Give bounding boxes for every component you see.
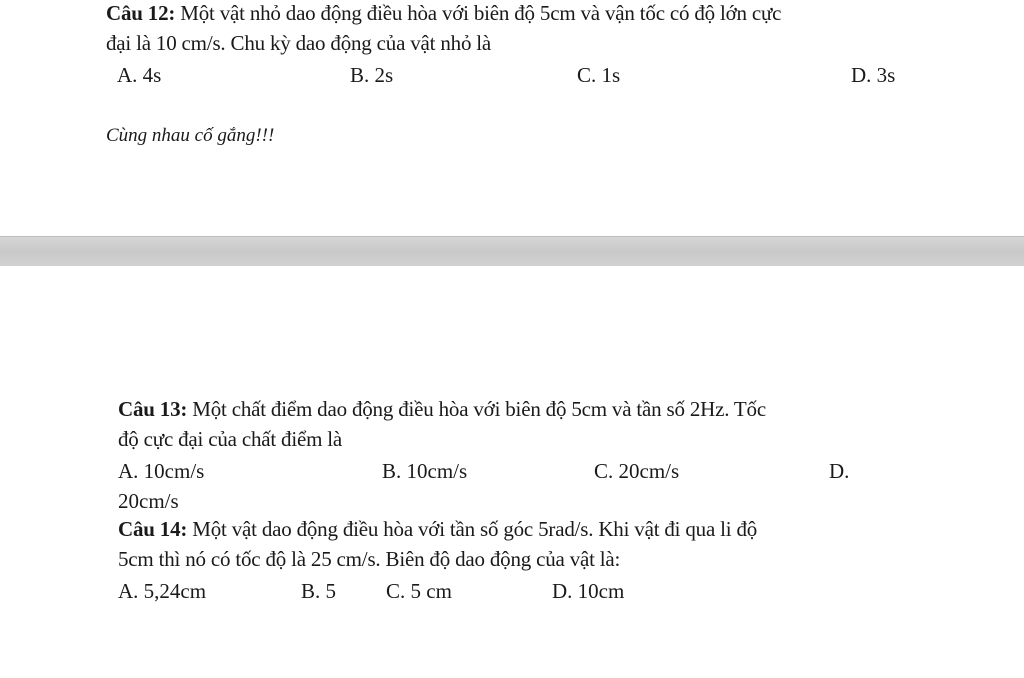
question-13-label: Câu 13: <box>118 397 188 421</box>
question-12-line-2: đại là 10 cm/s. Chu kỳ dao động của vật nhỏ là <box>106 31 492 55</box>
document-page-top <box>0 0 1024 236</box>
question-13-line-1 <box>118 394 766 424</box>
question-14-option-c: C. 5 cm <box>386 579 452 603</box>
question-12-option-d: D. 3s <box>851 63 896 87</box>
question-13-option-a: A. 10cm/s <box>118 459 205 483</box>
question-14-text-1: Một vật dao động điều hòa với tần số góc 5rad/s. Khi vật đi qua li độ <box>187 517 758 541</box>
question-13-option-d: D. <box>829 459 850 483</box>
question-13-option-c: C. 20cm/s <box>594 459 680 483</box>
question-12-option-b: B. 2s <box>350 63 394 87</box>
question-12-label: Câu 12: <box>106 1 176 25</box>
question-13-text-1: Một chất điểm dao động điều hòa với biên độ 5cm và tần số 2Hz. Tốc <box>187 397 766 421</box>
question-13-line-2: độ cực đại của chất điểm là <box>118 427 343 451</box>
question-14-label: Câu 14: <box>118 517 188 541</box>
question-12-option-a: A. 4s <box>117 63 162 87</box>
question-14-option-a: A. 5,24cm <box>118 579 207 603</box>
question-14-option-d: D. 10cm <box>552 579 625 603</box>
question-14-line-2: 5cm thì nó có tốc độ là 25 cm/s. Biên độ dao động của vật là: <box>118 547 621 571</box>
question-12-line-1 <box>106 0 781 28</box>
question-14-line-1 <box>118 514 757 544</box>
question-13-option-b: B. 10cm/s <box>382 459 468 483</box>
question-12-text-1: Một vật nhỏ dao động điều hòa với biên độ 5cm và vận tốc có độ lớn cực <box>175 1 782 25</box>
question-13-option-d-value: 20cm/s <box>118 489 179 513</box>
question-14-option-b: B. 5 <box>301 579 337 603</box>
encouragement-note: Cùng nhau cố gắng!!! <box>106 125 275 146</box>
page-separator <box>0 236 1024 268</box>
document-page-bottom <box>0 266 1024 678</box>
question-12-option-c: C. 1s <box>577 63 621 87</box>
